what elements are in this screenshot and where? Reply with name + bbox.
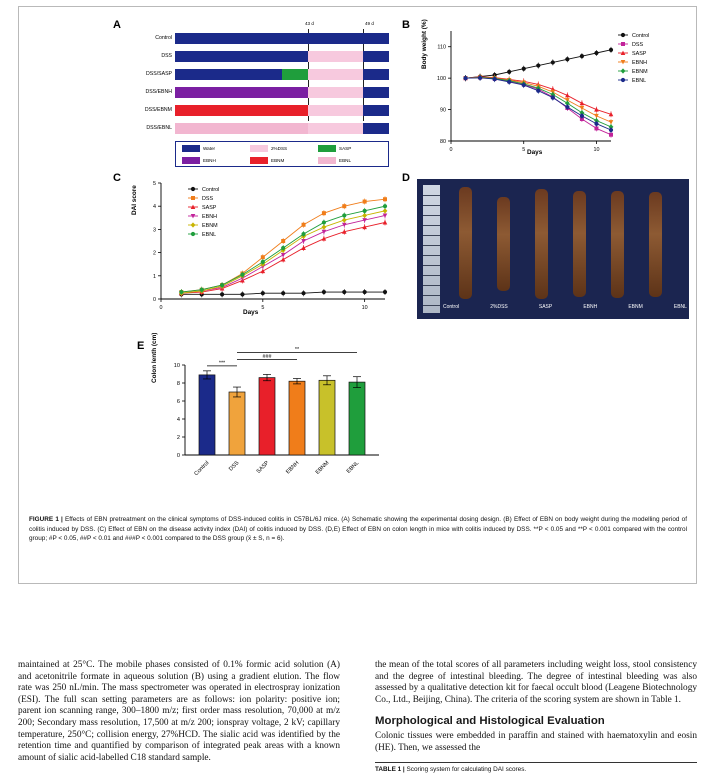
data-point xyxy=(594,107,599,111)
data-point xyxy=(493,77,497,81)
data-point xyxy=(609,128,613,132)
data-point xyxy=(363,290,367,294)
data-point xyxy=(522,67,526,71)
data-point xyxy=(609,133,613,137)
panel-e-svg xyxy=(149,343,389,511)
panel-letter-e: E xyxy=(137,340,145,352)
data-point xyxy=(342,204,346,208)
data-point xyxy=(322,230,327,234)
svg-text:80: 80 xyxy=(440,139,446,145)
segment-water xyxy=(363,123,389,134)
svg-text:2: 2 xyxy=(176,435,180,441)
panel-d-label: EBNH xyxy=(583,304,598,310)
svg-text:###: ### xyxy=(262,354,272,361)
data-point xyxy=(580,54,584,58)
bar-category-label: EBNM xyxy=(314,460,331,476)
segment-dss xyxy=(308,123,363,134)
bar-category-label: SASP xyxy=(255,460,271,475)
data-point xyxy=(240,292,244,296)
figure-caption xyxy=(29,515,687,544)
data-point xyxy=(240,273,244,277)
row-label: DSS/EBNM xyxy=(144,107,172,113)
svg-text:5: 5 xyxy=(153,181,156,187)
segment-dss xyxy=(308,69,363,80)
data-point xyxy=(200,288,204,292)
legend-swatch-sasp xyxy=(318,145,336,152)
table-1-caption xyxy=(375,766,697,773)
svg-text:EBNL: EBNL xyxy=(632,78,647,84)
bar-category-label: EBNL xyxy=(345,460,361,475)
row-label: DSS/EBNH xyxy=(145,89,172,95)
segment-water xyxy=(175,51,308,62)
data-point xyxy=(551,60,555,64)
data-point xyxy=(507,70,511,74)
body-column-right xyxy=(375,660,697,755)
panel-letter-b: B xyxy=(402,19,410,31)
legend-swatch-water xyxy=(182,145,200,152)
data-point xyxy=(580,114,584,118)
bar xyxy=(199,375,215,455)
ruler xyxy=(423,185,440,313)
data-point xyxy=(536,63,540,67)
svg-text:***: *** xyxy=(218,360,226,367)
data-point xyxy=(363,209,367,213)
svg-text:SASP: SASP xyxy=(632,51,647,57)
panel-b-svg xyxy=(417,23,685,163)
svg-text:0: 0 xyxy=(449,147,453,153)
data-point xyxy=(594,126,598,130)
svg-text:EBNH: EBNH xyxy=(632,60,647,66)
svg-text:EBNM: EBNM xyxy=(632,69,648,75)
segment-dss xyxy=(308,87,363,98)
panel-c-svg xyxy=(127,175,395,323)
legend-label-ebnm: EBNM xyxy=(271,158,285,163)
panel-c-ylabel: DAI score xyxy=(131,185,138,215)
colon-specimen xyxy=(459,187,472,299)
panel-letter-c: C xyxy=(113,172,121,184)
segment-sasp xyxy=(282,69,308,80)
data-point xyxy=(594,122,598,126)
svg-text:EBNL: EBNL xyxy=(202,232,217,238)
svg-text:SASP: SASP xyxy=(202,205,217,211)
data-point xyxy=(322,290,326,294)
panel-b-bodyweight-chart xyxy=(417,19,685,163)
panel-e-colon-length-chart xyxy=(149,332,389,511)
legend-swatch-dss xyxy=(250,145,268,152)
data-point xyxy=(536,89,540,93)
bar xyxy=(289,381,305,455)
segment-dss xyxy=(308,51,363,62)
schematic-row xyxy=(146,123,389,134)
panel-d-label: 2%DSS xyxy=(490,304,508,310)
figure-1-container xyxy=(18,6,697,584)
time-mark-49d: 49 d xyxy=(365,21,374,26)
svg-text:Control: Control xyxy=(632,33,650,39)
schematic-row xyxy=(161,51,389,62)
data-point xyxy=(342,213,346,217)
data-point xyxy=(342,290,346,294)
data-point xyxy=(301,232,305,236)
svg-text:6: 6 xyxy=(176,399,180,405)
panel-d-colon-photo xyxy=(417,179,689,319)
svg-text:DSS: DSS xyxy=(632,42,644,48)
data-point xyxy=(363,200,367,204)
data-point xyxy=(383,290,387,294)
data-point xyxy=(463,76,467,80)
bar-category-label: Control xyxy=(193,460,211,478)
svg-text:0: 0 xyxy=(159,305,163,311)
bar xyxy=(229,392,245,455)
table-rule xyxy=(375,762,697,763)
svg-text:0: 0 xyxy=(153,297,156,303)
svg-text:Control: Control xyxy=(202,187,220,193)
data-point xyxy=(220,283,224,287)
right-paragraph-2: Colonic tissues were embedded in paraffin and stained with haematoxylin and eosin (HE). Then, we assessed the xyxy=(375,731,697,753)
data-point xyxy=(322,220,326,224)
svg-text:90: 90 xyxy=(440,107,446,114)
bar xyxy=(349,382,365,455)
panel-e-ylabel: Colon lenth (cm) xyxy=(151,332,158,383)
right-paragraph: the mean of the total scores of all parameters including weight loss, stool consistency and the degree of intestinal bleeding. The degree of intestinal bleeding was also assessed by a qualitative detection kit for faecal occult blood (Leagene Biotechnology Co., Ltd., Beijing, China). The criteria of the scoring system are shown in Table 1. xyxy=(375,660,697,705)
data-point xyxy=(565,57,569,61)
segment-dss xyxy=(308,105,363,116)
panel-letter-a: A xyxy=(113,19,121,31)
svg-text:2: 2 xyxy=(153,250,156,257)
data-point xyxy=(281,253,286,257)
svg-text:110: 110 xyxy=(437,44,446,51)
panel-b-ylabel: Body weight (%) xyxy=(421,19,428,69)
svg-text:10: 10 xyxy=(173,363,180,369)
segment-water xyxy=(175,33,389,44)
left-paragraph: maintained at 25°C. The mobile phases consisted of 0.1% formic acid solution (A) and acetonitrile formate in aqueous solution (B) using a gradient elution. The flow rate was 250 nL/min. The mass spectrometer was operated in electrospray ionization (ESI). The full scan setting parameters are as follows: ion polarity: positive ion; parent ion scanning range, 300–1800 m/z; first order mass resolution, 70,000 at m/z 200; Secondary mass resolution, 17,500 at m/z 200; ionspray voltage, 2 kV; capillary temperature, 250°C; collision energy, 27%HCD. The sialic acid was identified by the retention time and quantified by comparison of integrated peak areas with a known amount of sialic acid-labelled C18 standard sample. xyxy=(18,660,340,763)
colon-specimen xyxy=(649,192,662,297)
panel-c-xlabel: Days xyxy=(243,309,259,316)
row-label: DSS/EBNL xyxy=(146,125,172,131)
svg-text:5: 5 xyxy=(522,147,526,153)
panel-d-label: SASP xyxy=(538,304,553,310)
bar-category-label: EBNH xyxy=(285,460,301,476)
data-point xyxy=(261,291,265,295)
figure-caption-text: Effects of EBN pretreatment on the clinical symptoms of DSS-induced colitis in C57BL/6J mice. (A) Schematic showing the experimental dosing design. (B) Effect of EBN on body weight during the modelling period of colitis induced by DSS. (C) Effect of EBN on the disease activity index (DAI) of colitis induced by DSS. (D,E) Effect of EBN on colon length in mice with colitis induced by DSS. **P < 0.05 and **P < 0.001 compared with the control group; #P < 0.05, ##P < 0.01 and ###P < 0.001 compared to the DSS group (x̄ ± S, n = 6). xyxy=(29,516,687,542)
data-point xyxy=(565,93,570,97)
bar xyxy=(319,380,335,455)
data-point xyxy=(594,51,598,55)
bar xyxy=(259,378,275,455)
data-point xyxy=(301,291,305,295)
svg-text:4: 4 xyxy=(153,204,156,211)
section-heading-morphological: Morphological and Histological Evaluation xyxy=(375,715,605,728)
svg-text:10: 10 xyxy=(593,147,600,153)
data-point xyxy=(302,223,306,227)
bar-category-label: DSS xyxy=(228,460,241,473)
segment-water xyxy=(363,51,389,62)
data-point xyxy=(522,83,526,87)
data-point xyxy=(281,246,285,250)
legend-swatch-ebnh xyxy=(182,157,200,164)
svg-text:4: 4 xyxy=(176,417,180,423)
svg-text:5: 5 xyxy=(261,305,265,311)
segment-ebnm xyxy=(175,105,308,116)
legend-label-sasp: SASP xyxy=(339,146,352,151)
segment-ebnh xyxy=(175,87,308,98)
svg-text:100: 100 xyxy=(437,76,446,83)
data-point xyxy=(478,76,482,80)
colon-specimen xyxy=(497,197,510,291)
panel-a-schematic xyxy=(127,21,393,163)
data-point xyxy=(580,101,585,105)
row-label: Control xyxy=(155,35,172,41)
legend-label-ebnl: EBNL xyxy=(339,158,352,163)
body-column-left xyxy=(18,660,340,764)
svg-text:8: 8 xyxy=(176,381,180,387)
legend-label-ebnh: EBNH xyxy=(203,158,216,163)
figure-caption-label: FIGURE 1 | xyxy=(29,516,63,523)
panel-letter-d: D xyxy=(402,172,410,184)
data-point xyxy=(261,260,265,264)
segment-water xyxy=(363,87,389,98)
panel-d-label: EBNL xyxy=(673,304,687,310)
data-point xyxy=(383,197,387,201)
svg-text:DSS: DSS xyxy=(202,196,214,202)
svg-text:3: 3 xyxy=(153,227,156,234)
segment-water xyxy=(175,69,282,80)
svg-text:1: 1 xyxy=(153,273,156,280)
schematic-row xyxy=(145,87,389,98)
data-point xyxy=(322,211,326,215)
data-point xyxy=(281,239,285,243)
svg-text:10: 10 xyxy=(361,305,368,311)
legend-swatch-ebnm xyxy=(250,157,268,164)
schematic-row xyxy=(155,33,389,44)
panel-c-dai-chart xyxy=(127,175,395,323)
panel-b-xlabel: Days xyxy=(527,149,543,156)
colon-specimen xyxy=(573,191,586,297)
data-point xyxy=(609,48,613,52)
data-point xyxy=(301,239,306,243)
svg-text:EBNH: EBNH xyxy=(202,214,217,220)
svg-text:0: 0 xyxy=(176,453,180,459)
legend-label-water: Water xyxy=(203,146,216,151)
legend-label-dss: 2%DSS xyxy=(271,146,288,151)
row-label: DSS xyxy=(161,53,172,59)
data-point xyxy=(507,80,511,84)
segment-water xyxy=(363,105,389,116)
schematic-row xyxy=(146,69,389,80)
data-point xyxy=(551,96,555,100)
data-point xyxy=(383,204,387,208)
panel-d-labels xyxy=(443,304,687,310)
row-label: DSS/SASP xyxy=(146,71,172,77)
svg-text:**: ** xyxy=(294,346,300,353)
data-point xyxy=(301,246,306,250)
panel-a-legend xyxy=(175,141,389,167)
colon-specimen xyxy=(535,189,548,299)
data-point xyxy=(565,105,569,109)
table-caption-text: Scoring system for calculating DAI scores. xyxy=(404,766,527,773)
segment-ebnl xyxy=(175,123,308,134)
schematic-row xyxy=(144,105,389,116)
colon-specimen xyxy=(611,191,624,298)
data-point xyxy=(261,255,265,259)
data-point xyxy=(383,220,388,224)
svg-text:EBNM: EBNM xyxy=(202,223,218,229)
data-point xyxy=(220,292,224,296)
panel-d-label: Control xyxy=(443,304,460,310)
legend-swatch-ebnl xyxy=(318,157,336,164)
data-point xyxy=(281,291,285,295)
panel-d-label: EBNM xyxy=(628,304,643,310)
data-point xyxy=(179,290,183,294)
time-mark-43d: 43 d xyxy=(305,21,314,26)
segment-water xyxy=(363,69,389,80)
table-caption-label: TABLE 1 | xyxy=(375,766,405,773)
